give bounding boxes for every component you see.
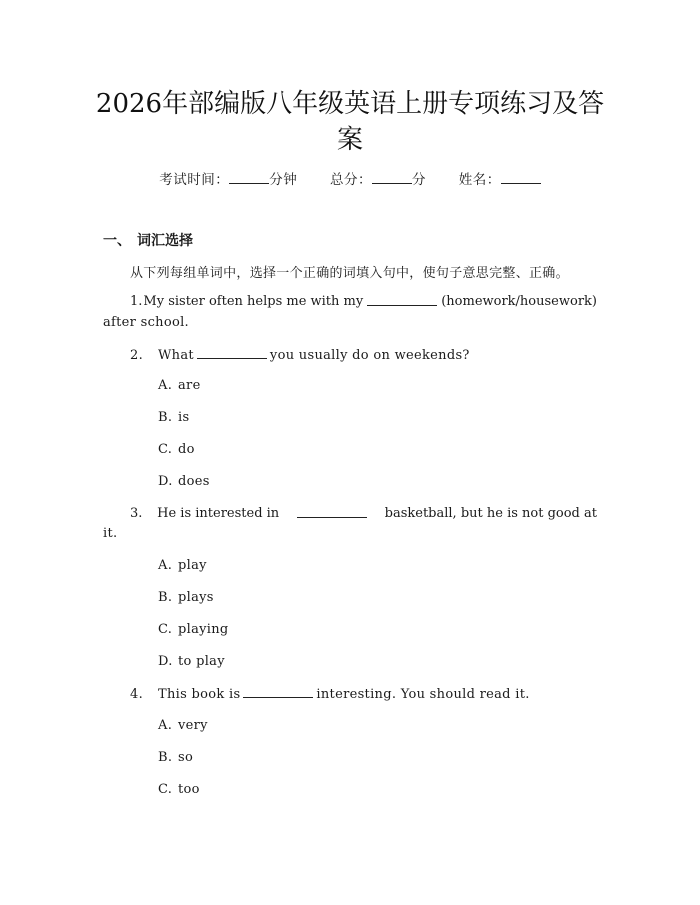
exam-score [330,168,426,188]
question-3-option-a [158,558,207,573]
question-1-continuation: after school. [103,315,189,330]
exam-time-label: 考试时间： [159,172,230,188]
question-4-number: 4. [130,687,144,702]
question-2-option-c [158,442,195,457]
question-3-text-before: He is interested in [157,506,280,521]
question-3-text-after: basketball, but he is not good at [384,506,597,521]
exam-time-blank [229,171,269,184]
question-3-option-b [158,590,214,605]
question-4-option-a [158,718,208,733]
question-2-option-b [158,410,189,425]
exam-time [159,168,297,188]
exam-score-blank [372,171,412,184]
document-title-line-2: 案 [336,125,363,155]
option-letter: A. [158,378,173,393]
question-3-option-c [158,622,229,637]
question-2-number: 2. [130,348,144,363]
question-1 [130,294,597,309]
option-text: to play [178,654,225,669]
option-letter: C. [158,622,173,637]
question-3-continuation: it. [103,526,118,541]
document-title-line-1: 2026年部编版八年级英语上册专项练习及答 [95,89,605,119]
option-text: very [178,718,208,733]
option-letter: B. [158,410,173,425]
question-2-option-d [158,474,210,489]
question-1-blank [367,294,437,306]
section-instruction: 从下列每组单词中，选择一个正确的词填入句中，使句子意思完整、正确。 [130,266,569,281]
exam-score-unit: 分 [412,172,426,188]
section-number: 一、 [103,233,131,249]
option-letter: B. [158,750,173,765]
exam-meta [0,168,700,188]
exam-name-label: 姓名： [458,172,501,188]
option-text: does [178,474,210,489]
option-letter: A. [158,558,173,573]
exam-name [459,168,541,188]
option-letter: C. [158,782,173,797]
option-letter: D. [158,474,173,489]
question-3-blank [297,506,367,518]
exam-name-blank [501,171,541,184]
option-text: plays [178,590,214,605]
question-1-text-after: (homework/housework) [441,294,597,309]
question-3 [130,506,597,521]
option-text: playing [178,622,229,637]
option-letter: C. [158,442,173,457]
exam-score-label: 总分： [330,172,372,188]
section-heading [103,230,193,250]
question-4-option-b [158,750,193,765]
option-letter: D. [158,654,173,669]
question-1-text-before: My sister often helps me with my [143,294,364,309]
option-text: is [178,410,190,425]
option-text: so [178,750,194,765]
option-letter: A. [158,718,173,733]
question-4-text-after: interesting. You should read it. [316,687,530,702]
option-text: do [178,442,195,457]
question-2-text-after: you usually do on weekends? [269,348,470,363]
question-1-number: 1. [130,294,143,309]
question-2-option-a [158,378,201,393]
section-title: 词汇选择 [137,233,193,249]
option-letter: B. [158,590,173,605]
question-2-text-before: What [158,348,194,363]
option-text: too [178,782,200,797]
question-2 [130,347,470,363]
question-4-option-c [158,782,200,797]
question-4 [130,686,530,702]
option-text: are [178,378,201,393]
question-3-option-d [158,654,225,669]
question-4-text-before: This book is [158,687,241,702]
option-text: play [178,558,207,573]
exam-time-unit: 分钟 [269,172,298,188]
question-3-number: 3. [130,506,143,521]
question-4-blank [243,686,313,698]
question-2-blank [197,347,267,359]
